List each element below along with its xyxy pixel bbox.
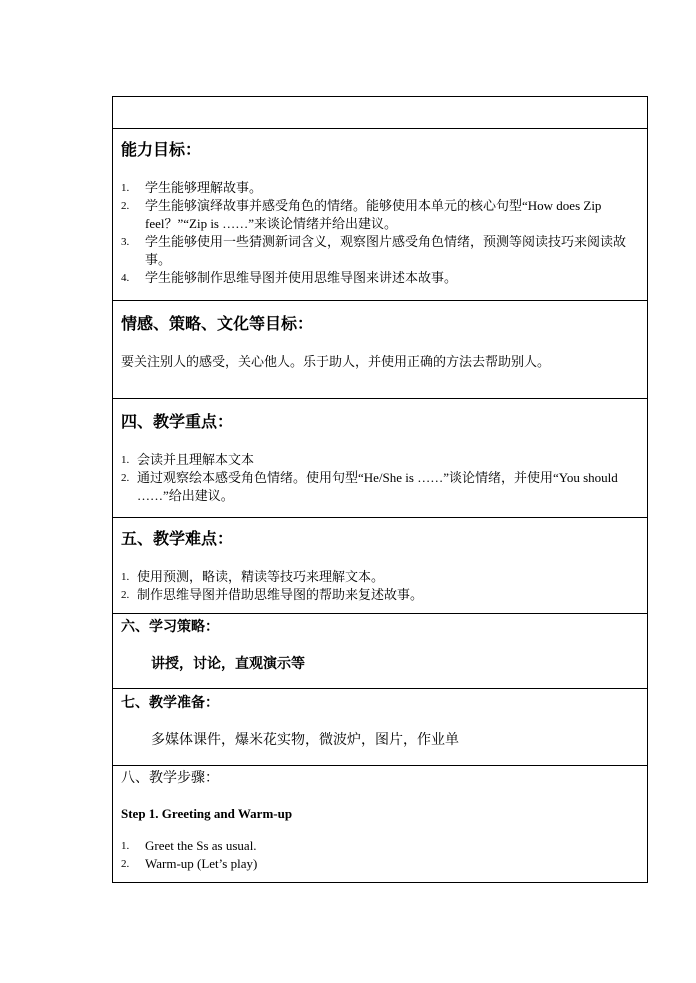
list-item xyxy=(121,269,639,287)
list-item xyxy=(121,233,639,269)
item-number: 2. xyxy=(121,200,130,212)
item-text: 学生能够制作思维导图并使用思维导图来讲述本故事。 xyxy=(145,270,458,285)
item-text: 会读并且理解本文本 xyxy=(137,452,255,467)
item-number: 2. xyxy=(121,589,130,601)
list-item xyxy=(121,451,639,469)
list-item xyxy=(121,855,639,873)
item-text: 使用预测，略读，精读等技巧来理解文本。 xyxy=(137,569,385,584)
list-item xyxy=(121,469,639,505)
item-text: Greet the Ss as usual. xyxy=(145,838,257,853)
preparation-text: 多媒体课件，爆米花实物，微波炉，图片，作业单 xyxy=(151,733,459,748)
item-text: 学生能够使用一些猜测新词含义，观察图片感受角色情绪，预测等阅读技巧来阅读故事。 xyxy=(145,234,627,267)
lesson-plan-table xyxy=(112,96,648,883)
item-number: 2. xyxy=(121,472,130,484)
ability-goals-title: 能力目标： xyxy=(121,142,202,159)
affect-goals-text: 要关注别人的感受，关心他人。乐于助人，并使用正确的方法去帮助别人。 xyxy=(121,354,551,369)
step-1-list xyxy=(121,837,639,873)
affect-goals-title: 情感、策略、文化等目标： xyxy=(121,316,314,333)
item-number: 2. xyxy=(121,858,130,870)
strategy-text: 讲授，讨论，直观演示等 xyxy=(151,657,305,672)
item-number: 4. xyxy=(121,272,130,284)
item-number: 1. xyxy=(121,571,130,583)
item-number: 1. xyxy=(121,454,130,466)
list-item xyxy=(121,568,639,586)
preparation-row xyxy=(112,688,648,765)
item-text: 通过观察绘本感受角色情绪。使用句型“He/She is ……”谈论情绪，并使用“You should ……”给出建议。 xyxy=(137,470,618,503)
strategy-row xyxy=(112,613,648,688)
item-text: 学生能够演绎故事并感受角色的情绪。能够使用本单元的核心句型“How does Zip feel？”“Zip is ……”来谈论情绪并给出建议。 xyxy=(145,198,602,231)
difficult-points-list xyxy=(121,568,639,604)
list-item xyxy=(121,197,639,233)
step-1-title: Step 1. Greeting and Warm-up xyxy=(121,806,293,821)
empty-row xyxy=(112,96,648,128)
ability-goals-list xyxy=(121,179,639,287)
affect-goals-row xyxy=(112,300,648,398)
ability-goals-row xyxy=(112,128,648,300)
preparation-title: 七、教学准备： xyxy=(121,696,219,711)
item-number: 3. xyxy=(121,236,130,248)
list-item xyxy=(121,837,639,855)
item-text: Warm-up (Let’s play) xyxy=(145,856,258,871)
item-number: 1. xyxy=(121,182,130,194)
key-points-title: 四、教学重点： xyxy=(121,414,234,431)
teaching-steps-row xyxy=(112,765,648,883)
item-text: 制作思维导图并借助思维导图的帮助来复述故事。 xyxy=(137,587,424,602)
key-points-row xyxy=(112,398,648,517)
teaching-steps-title: 八、教学步骤： xyxy=(121,771,219,786)
item-text: 学生能够理解故事。 xyxy=(145,180,263,195)
strategy-title: 六、学习策略： xyxy=(121,620,219,635)
difficult-points-row xyxy=(112,517,648,613)
item-number: 1. xyxy=(121,840,130,852)
list-item xyxy=(121,586,639,604)
difficult-points-title: 五、教学难点： xyxy=(121,531,234,548)
key-points-list xyxy=(121,451,639,505)
list-item xyxy=(121,179,639,197)
